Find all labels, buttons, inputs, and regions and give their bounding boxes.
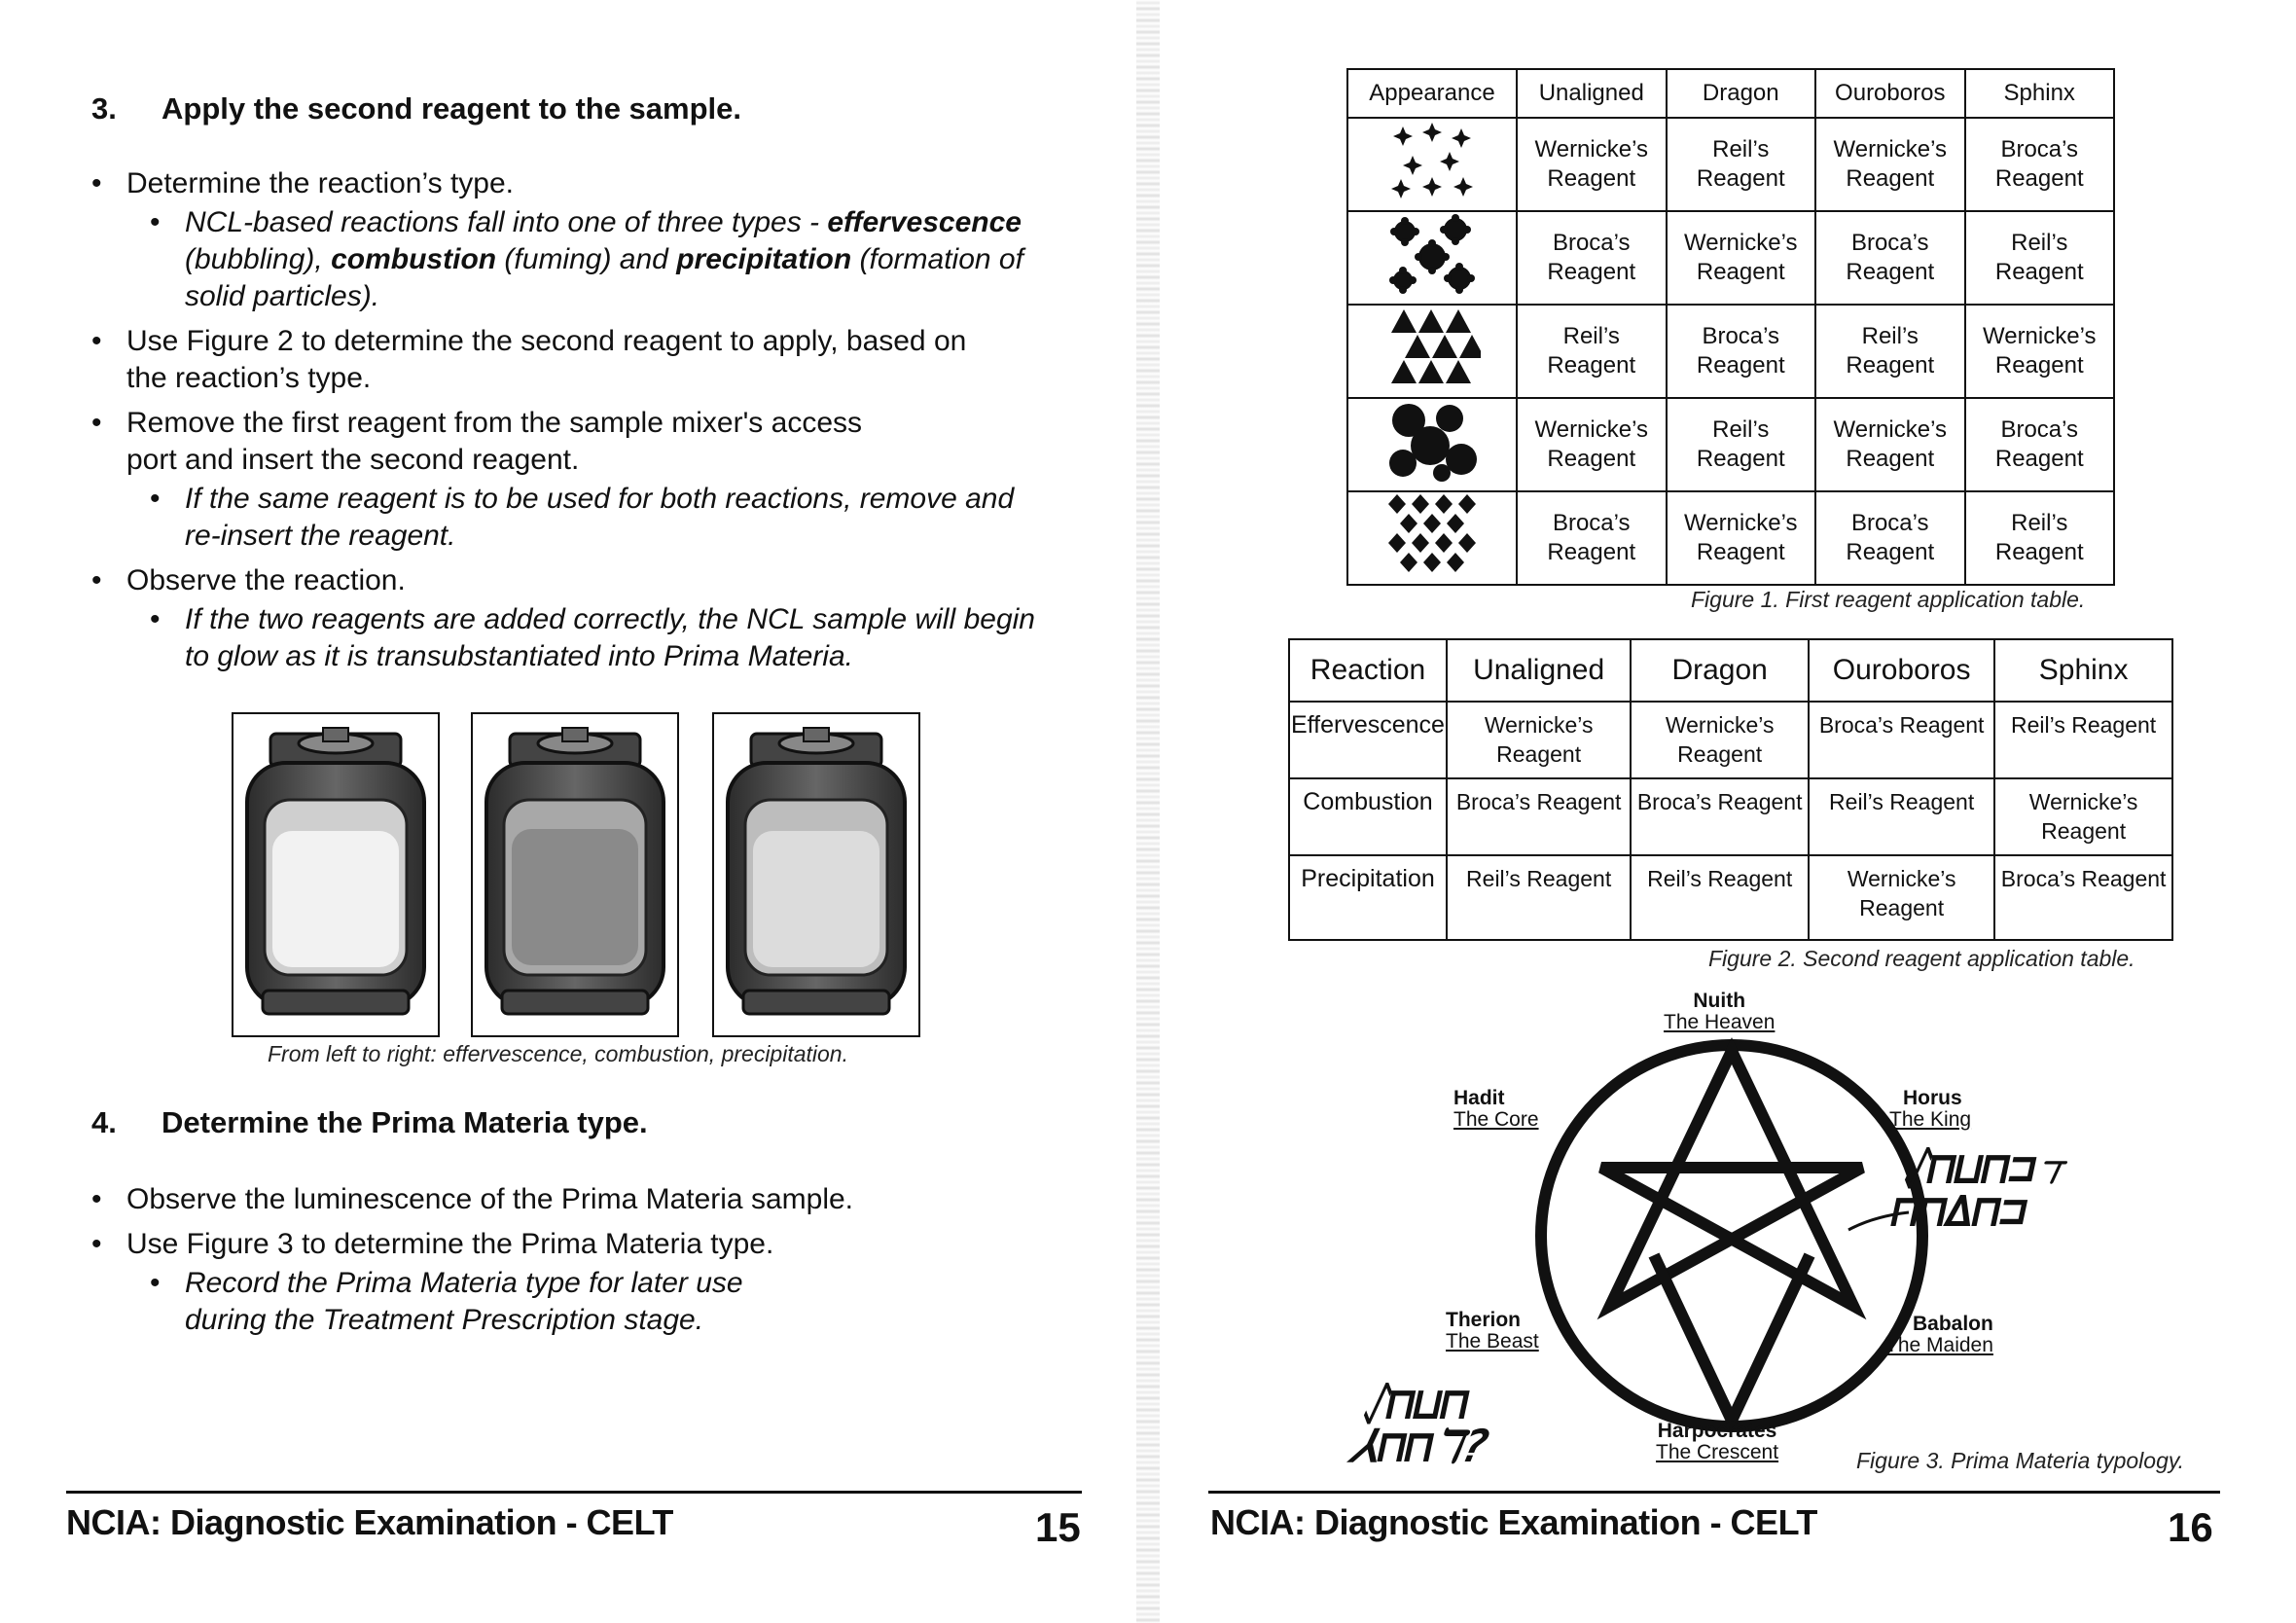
- table-row: [1347, 491, 2114, 585]
- list-item-sub: [91, 601, 1035, 675]
- table-cell: Broca’s Reagent: [1447, 778, 1631, 855]
- footer-title: NCIA: Diagnostic Examination - CELT: [66, 1502, 673, 1542]
- table-cell: Wernicke’s Reagent: [1667, 211, 1816, 305]
- table-cell: Wernicke’s Reagent: [1809, 855, 1994, 940]
- table-header: Unaligned: [1447, 639, 1631, 702]
- page-number: 16: [2168, 1504, 2213, 1550]
- sparkle-symbol: [1347, 118, 1517, 211]
- footer-rule: [1208, 1491, 2220, 1494]
- table-cell: Wernicke’s Reagent: [1815, 118, 1965, 211]
- table-cell: Broca’s Reagent: [1809, 702, 1994, 778]
- glyph-line: ⅄⊓⊓ℸ?: [1345, 1420, 1494, 1472]
- table-cell: Wernicke’s Reagent: [1667, 491, 1816, 585]
- footer-rule: [66, 1491, 1082, 1494]
- table-cell: Reil’s Reagent: [1667, 398, 1816, 491]
- table-header: Sphinx: [1994, 639, 2172, 702]
- canister-icon: [714, 714, 918, 1035]
- handwritten-glyphs-right: [1886, 1141, 2069, 1237]
- list-item-text: Use Figure 3 to determine the Prima Materia type.: [126, 1228, 774, 1260]
- label-name: Harpocrates: [1657, 1420, 1777, 1442]
- handwritten-stroke: [1845, 1207, 1913, 1236]
- table-row: [1347, 305, 2114, 398]
- blob-symbol: [1347, 398, 1517, 491]
- table-cell: Wernicke’s Reagent: [1517, 398, 1667, 491]
- table-cell: Broca’s Reagent: [1517, 491, 1667, 585]
- list-item: [91, 165, 1035, 202]
- canister-caption: From left to right: effervescence, combustion, precipitation.: [268, 1041, 848, 1066]
- table-cell: Reil’s Reagent: [1447, 855, 1631, 940]
- table-cell: Broca’s Reagent: [1815, 491, 1965, 585]
- label-name: Babalon: [1913, 1313, 1993, 1335]
- figure-1-caption: Figure 1. First reagent application table.: [1691, 587, 2086, 612]
- label-name: Nuith: [1693, 990, 1746, 1012]
- handwritten-glyphs-left: [1345, 1377, 1503, 1472]
- table-header: Sphinx: [1965, 69, 2115, 118]
- sub-text: NCL-based reactions fall into one of three types -: [185, 206, 828, 238]
- list-item: [91, 1226, 1035, 1263]
- label-name: Horus: [1903, 1087, 1962, 1109]
- step-3-heading: [91, 91, 741, 126]
- table-header: Unaligned: [1517, 69, 1667, 118]
- gear-symbol: [1347, 211, 1517, 305]
- term-combustion: combustion: [331, 243, 497, 275]
- list-item: [91, 1181, 1035, 1218]
- reaction-cell: Combustion: [1289, 778, 1447, 855]
- reaction-cell: Effervescence: [1289, 702, 1447, 778]
- table-cell: Wernicke’s Reagent: [1815, 398, 1965, 491]
- table-cell: Wernicke’s Reagent: [1447, 702, 1631, 778]
- sub-text: Record the Prima Materia type for later use during the Treatment Prescription stage.: [185, 1267, 743, 1336]
- sub-text: If the two reagents are added correctly, the NCL sample will begin to glow as it is transubstantiated into Prima Materia.: [185, 603, 1035, 672]
- label-title: The Beast: [1446, 1330, 1539, 1352]
- hexagram-shape: [1601, 1051, 1862, 1421]
- step-4-title: Determine the Prima Materia type.: [161, 1105, 648, 1139]
- step-4-list: [91, 1173, 1035, 1345]
- table-cell: Reil’s Reagent: [1517, 305, 1667, 398]
- list-item-sub: [91, 481, 1035, 555]
- page-number: 15: [1035, 1504, 1081, 1550]
- step-4-heading: [91, 1105, 648, 1140]
- table-row: [1347, 211, 2114, 305]
- diamond-symbol: [1347, 491, 1517, 585]
- table-cell: Broca’s Reagent: [1815, 211, 1965, 305]
- table-cell: Wernicke’s Reagent: [1965, 305, 2115, 398]
- unicursal-hexagram-diagram: [1518, 1022, 1946, 1450]
- sub-text: (formation of solid particles).: [185, 243, 1023, 312]
- step-3-title: Apply the second reagent to the sample.: [161, 91, 742, 126]
- term-effervescence: effervescence: [827, 206, 1022, 238]
- label-name: Therion: [1446, 1309, 1521, 1331]
- canister-effervescence-image: [232, 712, 440, 1037]
- list-item-text: Use Figure 2 to determine the second reagent to apply, based on the reaction’s type.: [126, 325, 967, 394]
- table-cell: Broca’s Reagent: [1517, 211, 1667, 305]
- table-header: Reaction: [1289, 639, 1447, 702]
- canister-icon: [233, 714, 438, 1035]
- table-cell: Wernicke’s Reagent: [1517, 118, 1667, 211]
- right-page: [1148, 0, 2296, 1623]
- table-header-row: [1347, 69, 2114, 118]
- table-cell: Broca’s Reagent: [1965, 398, 2115, 491]
- table-cell: Reil’s Reagent: [1809, 778, 1994, 855]
- list-item-text: Observe the luminescence of the Prima Materia sample.: [126, 1183, 853, 1215]
- step-4-number: 4.: [91, 1105, 117, 1139]
- canister-icon: [473, 714, 677, 1035]
- table-header: Ouroboros: [1809, 639, 1994, 702]
- figure-3-caption: Figure 3. Prima Materia typology.: [1856, 1448, 2185, 1473]
- glyph-line: ⊓⊓∆⊓⊐: [1886, 1184, 2033, 1237]
- label-title: The King: [1889, 1108, 1972, 1131]
- list-item-text: Observe the reaction.: [126, 564, 406, 596]
- list-item: [91, 323, 983, 397]
- table-cell: Reil’s Reagent: [1667, 118, 1816, 211]
- glyph-line: ᛇ⊓⊔⊓⊐ℸ: [1895, 1141, 2069, 1194]
- step-3-list: [91, 158, 1035, 681]
- table-cell: Reil’s Reagent: [1965, 211, 2115, 305]
- table-row: [1289, 855, 2172, 940]
- figure-2-caption: Figure 2. Second reagent application table.: [1708, 946, 2135, 971]
- table-cell: Wernicke’s Reagent: [1631, 702, 1809, 778]
- label-hadit: [1453, 1088, 1539, 1131]
- table-row: [1289, 778, 2172, 855]
- list-item-sub: [91, 1265, 769, 1339]
- table-cell: Broca’s Reagent: [1667, 305, 1816, 398]
- table-header: Dragon: [1667, 69, 1816, 118]
- table-header: Ouroboros: [1815, 69, 1965, 118]
- label-babalon: [1885, 1314, 1993, 1356]
- table-cell: Reil’s Reagent: [1965, 491, 2115, 585]
- step-3-number: 3.: [91, 91, 117, 126]
- canister-precipitation-image: [712, 712, 920, 1037]
- label-nuith: [1664, 991, 1775, 1033]
- table-row: [1347, 398, 2114, 491]
- first-reagent-table: [1346, 68, 2115, 586]
- label-title: The Heaven: [1664, 1011, 1776, 1033]
- table-cell: Reil’s Reagent: [1631, 855, 1809, 940]
- term-precipitation: precipitation: [676, 243, 852, 275]
- table-header-row: [1289, 639, 2172, 702]
- table-cell: Reil’s Reagent: [1815, 305, 1965, 398]
- label-title: The Maiden: [1885, 1334, 1993, 1356]
- table-cell: Broca’s Reagent: [1631, 778, 1809, 855]
- label-title: The Crescent: [1656, 1441, 1779, 1463]
- footer-title: NCIA: Diagnostic Examination - CELT: [1210, 1502, 1817, 1542]
- list-item-sub: [91, 204, 1035, 315]
- sub-text: If the same reagent is to be used for both reactions, remove and re-insert the reagent.: [185, 483, 1015, 552]
- label-title: The Core: [1453, 1108, 1539, 1131]
- table-header: Appearance: [1347, 69, 1517, 118]
- second-reagent-table: [1288, 638, 2173, 941]
- table-cell: Broca’s Reagent: [1994, 855, 2172, 940]
- label-name: Hadit: [1453, 1087, 1505, 1109]
- list-item: [91, 562, 1035, 599]
- label-harpocrates: [1656, 1421, 1778, 1463]
- table-cell: Broca’s Reagent: [1965, 118, 2115, 211]
- table-row: [1347, 118, 2114, 211]
- table-cell: Reil’s Reagent: [1994, 702, 2172, 778]
- list-item: [91, 405, 866, 479]
- reaction-cell: Precipitation: [1289, 855, 1447, 940]
- table-cell: Wernicke’s Reagent: [1994, 778, 2172, 855]
- canister-combustion-image: [471, 712, 679, 1037]
- list-item-text: Determine the reaction’s type.: [126, 167, 514, 199]
- table-header: Dragon: [1631, 639, 1809, 702]
- label-therion: [1446, 1310, 1539, 1352]
- list-item-text: Remove the first reagent from the sample mixer's access port and insert the second reagent.: [126, 407, 863, 476]
- sub-text: (bubbling),: [185, 243, 332, 275]
- label-horus: [1889, 1088, 1971, 1131]
- sub-text: (fuming) and: [496, 243, 677, 275]
- triangle-symbol: [1347, 305, 1517, 398]
- glyph-line: ᛇ⊓⊔⊓: [1354, 1377, 1475, 1429]
- table-row: [1289, 702, 2172, 778]
